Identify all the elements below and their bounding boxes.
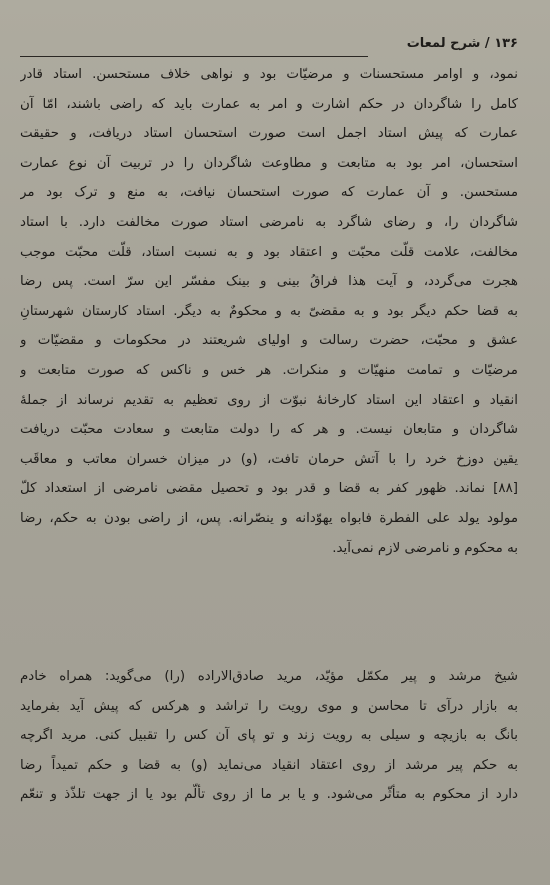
text-line: مرضیّات و تمامت منهیّات و منکرات. هر خس و ناکس که صورت متابعت و [20, 362, 518, 378]
header-separator: / [484, 36, 490, 51]
text-line: نمود، و اوامر مستحسنات و مرضیّات بود و نواهی خلاف مستحسن. استاد قادر [20, 67, 518, 82]
header-rule [20, 56, 368, 57]
text-line: مستحسن. و آن عمارت که صورت استحسان نیافت، به منع و ترک بود مر [20, 185, 518, 201]
text-line: دارد از محکوم به متأثّر می‌شود. و یا بر ما از روی تألّم بود یا از جهت تلذّذ و تنعّم [20, 787, 518, 803]
running-head [407, 36, 518, 51]
text-line: به حکم پیر مرشد از روی اعتقاد انقیاد می‌نماید (و) به قضا و حکم تمیداً رضا [20, 757, 518, 773]
text-line: مولود یولد علی الفطرة فابواه یهوّدانه و ینصّرانه. پس، از راضی بودن به حکم، رضا [20, 510, 518, 526]
text-line: به بازار درآی تا محاسن و موی رویت را تراشد و هرکس که پیش آید بفرماید [20, 698, 518, 714]
text-line: مخالفت، علامت قلّت محبّت و اعتقاد بود و به نسبت استاد، قلّت محبّت موجب [20, 244, 518, 260]
text-line: کامل را شاگردان در حکم اشارت و امر به عمارت باید که راضی باشند، امّا آن [20, 96, 518, 112]
text-line: انقیاد و اعتقاد این استاد کارخانهٔ نبوّت از روی تعظیم به تقدیم نرساند از جملهٔ [20, 392, 518, 408]
paragraph-1 [20, 60, 518, 563]
text-line: به محکوم و نامرضی لازم نمی‌آید. [332, 540, 518, 556]
book-title: شرح لمعات [406, 36, 481, 51]
paragraph-2 [20, 662, 518, 810]
text-line: بانگ به بازیچه و سیلی به رویت زند و تو پای آن کس را تقبیل کنی. مرید اگرچه [20, 728, 518, 744]
text-line: [۸۸] نماند. ظهور کفر به قضا و قدر بود و تحصیل مقضی نامرضی از استعداد کلّ [20, 481, 518, 497]
text-line: هجرت می‌گردد، و آیت هذا فراقُ بینی و بینک مفسّر این سرّ است. پس رضا [20, 274, 518, 290]
text-line: به قضا حکم دیگر بود و به مقضیّ به و محکومٌ به دیگر. استاد کارستان شهرستانِ [20, 303, 518, 319]
page-number: ۱۳۶ [494, 36, 518, 51]
text-line: شاگردان را، و رضای شاگرد به نامرضی استاد صورت مخالفت دارد. با استاد [20, 214, 518, 230]
text-line: عمارت که پیش استاد اجمل است صورت استحسان استاد دریافت، و حقیقت [20, 126, 518, 142]
text-line: عشق و محبّت، حضرت رسالت و اولیای شریعتند در محکومات و مقضیّات و [20, 333, 518, 349]
text-line: یقین دوزخ خرد را با آتش حرمان تافت، (و) در میزان خسران معاتب و معاقَب [20, 451, 518, 467]
text-line: شاگردان و متابعان نیست. و هر که را دولت متابعت و سعادت محبّت دریافت [20, 422, 518, 438]
text-line: استحسان، امر بود به متابعت و مطاوعت شاگردان را در تربیت آن نوع عمارت [20, 155, 518, 171]
page-header [20, 30, 518, 56]
text-line: شیخ مرشد و پیر مکمّل مؤیّد، مرید صادق‌الاراده (را) می‌گوید: همراه خادم [20, 669, 518, 684]
